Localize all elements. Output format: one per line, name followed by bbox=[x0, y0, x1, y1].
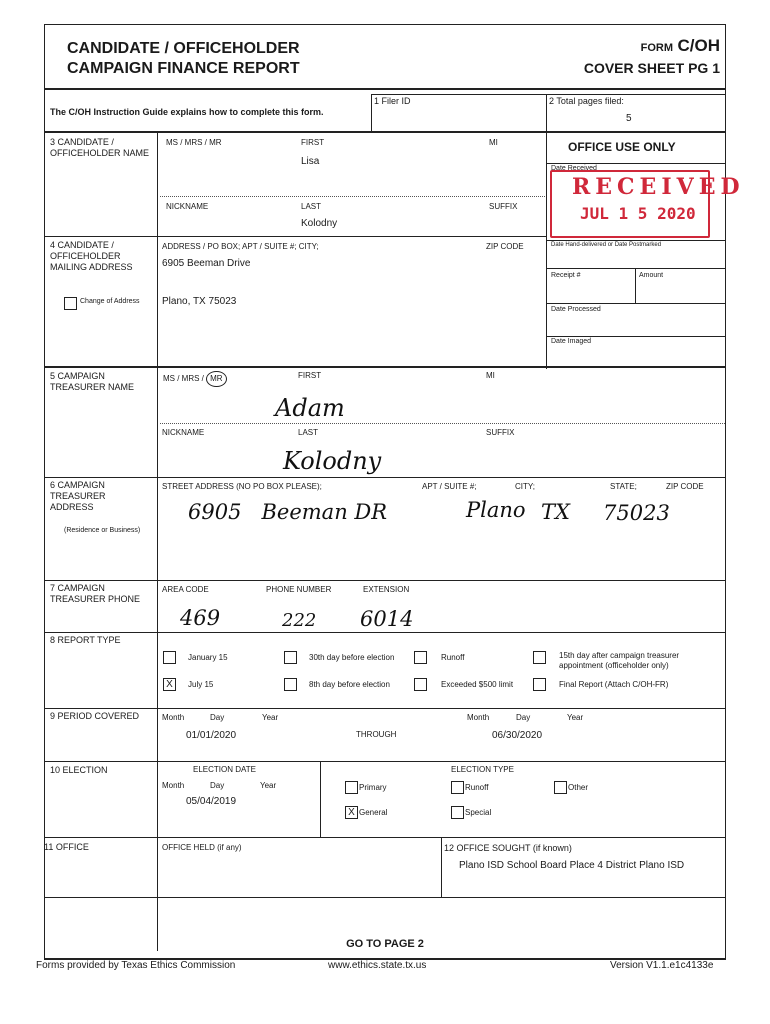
treasurer-title-label bbox=[163, 371, 227, 387]
phone-part1-value[interactable]: 222 bbox=[282, 610, 317, 631]
period-to-year-label: Year bbox=[567, 713, 584, 722]
runoff-election-label: Runoff bbox=[465, 783, 489, 792]
mailing-section-label: 4 CANDIDATE / OFFICEHOLDER MAILING ADDRESS bbox=[50, 240, 133, 272]
primary-checkbox[interactable] bbox=[345, 781, 358, 794]
runoff-election-checkbox[interactable] bbox=[451, 781, 464, 794]
treasurer-title-prefix: MS / MRS / bbox=[163, 374, 204, 383]
period-from-value[interactable]: 01/01/2020 bbox=[186, 730, 237, 741]
city-label: CITY; bbox=[515, 482, 535, 491]
stamp-received-text: RECEIVED bbox=[572, 174, 745, 200]
treasurer-city-value[interactable]: Plano bbox=[466, 498, 526, 522]
candidate-last-value[interactable]: Kolodny bbox=[301, 218, 338, 229]
hand-delivered-label: Date Hand-delivered or Date Postmarked bbox=[551, 242, 662, 248]
treasurer-address-section-label: 6 CAMPAIGN TREASURER ADDRESS bbox=[50, 480, 106, 512]
15day-checkbox[interactable] bbox=[533, 651, 546, 664]
change-of-address-checkbox[interactable] bbox=[64, 297, 77, 310]
apt-label: APT / SUITE #; bbox=[422, 482, 477, 491]
30day-checkbox[interactable] bbox=[284, 651, 297, 664]
8day-label: 8th day before election bbox=[309, 680, 390, 689]
jul15-label: July 15 bbox=[188, 680, 214, 689]
period-to-month-label: Month bbox=[467, 713, 490, 722]
form-code bbox=[641, 36, 720, 56]
candidate-title-label: MS / MRS / MR bbox=[166, 138, 222, 147]
extension-label: EXTENSION bbox=[363, 585, 410, 594]
period-from-day-label: Day bbox=[210, 713, 225, 722]
form-title bbox=[67, 39, 367, 79]
treasurer-street-value[interactable]: 6905 Beeman DR bbox=[188, 500, 388, 524]
treasurer-nickname-label: NICKNAME bbox=[162, 428, 205, 437]
candidate-mi-label: MI bbox=[489, 138, 498, 147]
form-code-value: C/OH bbox=[677, 36, 720, 55]
other-checkbox[interactable] bbox=[554, 781, 567, 794]
runoff-report-checkbox[interactable] bbox=[414, 651, 427, 664]
date-processed-label: Date Processed bbox=[551, 306, 601, 313]
special-checkbox[interactable] bbox=[451, 806, 464, 819]
footer-version: Version V1.1.e1c4133e bbox=[610, 960, 714, 971]
general-label: General bbox=[359, 808, 388, 817]
receipt-label: Receipt # bbox=[551, 272, 581, 279]
jan15-checkbox[interactable] bbox=[163, 651, 176, 664]
state-label: STATE; bbox=[610, 482, 637, 491]
special-label: Special bbox=[465, 808, 492, 817]
election-type-label: ELECTION TYPE bbox=[451, 765, 514, 774]
cover-sheet-label: COVER SHEET PG 1 bbox=[583, 60, 720, 76]
area-code-value[interactable]: 469 bbox=[180, 606, 221, 630]
office-held-label: OFFICE HELD (if any) bbox=[162, 843, 242, 852]
goto-page-2[interactable]: GO TO PAGE 2 bbox=[346, 938, 424, 950]
election-year-label: Year bbox=[260, 781, 277, 790]
mailing-address-header: ADDRESS / PO BOX; APT / SUITE #; CITY; bbox=[162, 242, 319, 251]
treasurer-state-value[interactable]: TX bbox=[541, 500, 570, 524]
treasurer-title-circled[interactable]: MR bbox=[206, 371, 226, 387]
exceeded-checkbox[interactable] bbox=[414, 678, 427, 691]
election-section-label: 10 ELECTION bbox=[50, 765, 108, 775]
30day-label: 30th day before election bbox=[309, 653, 395, 662]
through-label: THROUGH bbox=[356, 730, 397, 739]
phone-section-label: 7 CAMPAIGN TREASURER PHONE bbox=[50, 583, 141, 604]
phone-part2-value[interactable]: 6014 bbox=[360, 607, 414, 631]
treasurer-zip-value[interactable]: 75023 bbox=[603, 501, 670, 525]
office-sought-value[interactable]: Plano ISD School Board Place 4 District Plano ISD bbox=[459, 860, 685, 871]
form-title-line2: CAMPAIGN FINANCE REPORT bbox=[67, 60, 300, 77]
amount-label: Amount bbox=[639, 272, 664, 279]
jul15-checkbox[interactable]: X bbox=[163, 678, 176, 691]
exceeded-label: Exceeded $500 limit bbox=[441, 680, 514, 689]
treasurer-last-value[interactable]: Kolodny bbox=[283, 447, 382, 475]
jan15-label: January 15 bbox=[188, 653, 228, 662]
treasurer-address-sub-label: (Residence or Business) bbox=[64, 527, 141, 534]
date-imaged-label: Date Imaged bbox=[551, 338, 592, 345]
candidate-nickname-label: NICKNAME bbox=[166, 202, 209, 211]
other-label: Other bbox=[568, 783, 589, 792]
form-title-line1: CANDIDATE / OFFICEHOLDER bbox=[67, 40, 300, 57]
form-prefix: FORM bbox=[640, 42, 674, 54]
treasurer-mi-label: MI bbox=[486, 371, 495, 380]
candidate-suffix-label: SUFFIX bbox=[489, 202, 518, 211]
period-from-month-label: Month bbox=[162, 713, 185, 722]
candidate-last-label: LAST bbox=[301, 202, 322, 211]
mailing-line1[interactable]: 6905 Beeman Drive bbox=[162, 258, 251, 269]
footer-provided: Forms provided by Texas Ethics Commission bbox=[36, 960, 236, 971]
treasurer-name-section-label: 5 CAMPAIGN TREASURER NAME bbox=[50, 371, 135, 392]
received-stamp bbox=[550, 170, 745, 238]
election-day-label: Day bbox=[210, 781, 225, 790]
instruction-text: The C/OH Instruction Guide explains how to complete this form. bbox=[50, 107, 324, 117]
treasurer-suffix-label: SUFFIX bbox=[486, 428, 515, 437]
general-checkbox[interactable]: X bbox=[345, 806, 358, 819]
date-received-label: Date Received bbox=[551, 165, 597, 172]
candidate-first-value[interactable]: Lisa bbox=[301, 156, 320, 167]
treasurer-first-label: FIRST bbox=[298, 371, 322, 380]
report-type-section-label: 8 REPORT TYPE bbox=[50, 635, 121, 645]
total-pages-label: 2 Total pages filed: bbox=[549, 96, 624, 106]
primary-label: Primary bbox=[359, 783, 387, 792]
office-section-label: 11 OFFICE bbox=[44, 842, 89, 852]
phone-number-label: PHONE NUMBER bbox=[266, 585, 332, 594]
election-month-label: Month bbox=[162, 781, 185, 790]
zip-label: ZIP CODE bbox=[666, 482, 704, 491]
office-sought-label: 12 OFFICE SOUGHT (if known) bbox=[444, 843, 572, 853]
election-date-label: ELECTION DATE bbox=[193, 765, 256, 774]
area-code-label: AREA CODE bbox=[162, 585, 209, 594]
runoff-report-label: Runoff bbox=[441, 653, 465, 662]
treasurer-last-label: LAST bbox=[298, 428, 319, 437]
candidate-section-label: 3 CANDIDATE / OFFICEHOLDER NAME bbox=[50, 137, 150, 158]
election-date-value[interactable]: 05/04/2019 bbox=[186, 796, 237, 807]
filer-id-label: 1 Filer ID bbox=[374, 96, 411, 106]
period-section-label: 9 PERIOD COVERED bbox=[50, 711, 140, 721]
treasurer-first-value[interactable]: Adam bbox=[275, 394, 345, 422]
change-of-address-label: Change of Address bbox=[80, 298, 140, 305]
office-use-title: OFFICE USE ONLY bbox=[568, 140, 676, 154]
footer-url[interactable]: www.ethics.state.tx.us bbox=[328, 960, 427, 971]
period-to-day-label: Day bbox=[516, 713, 531, 722]
filer-id-field[interactable] bbox=[372, 108, 544, 130]
street-address-label: STREET ADDRESS (NO PO BOX PLEASE); bbox=[162, 482, 322, 491]
mailing-line2[interactable]: Plano, TX 75023 bbox=[162, 296, 237, 307]
total-pages-value[interactable]: 5 bbox=[626, 113, 632, 124]
15day-label: 15th day after campaign treasurer appointment (officeholder only) bbox=[559, 651, 680, 670]
final-report-checkbox[interactable] bbox=[533, 678, 546, 691]
candidate-first-label: FIRST bbox=[301, 138, 325, 147]
mailing-zip-label: ZIP CODE bbox=[486, 242, 524, 251]
period-from-year-label: Year bbox=[262, 713, 279, 722]
8day-checkbox[interactable] bbox=[284, 678, 297, 691]
period-to-value[interactable]: 06/30/2020 bbox=[492, 730, 543, 741]
final-report-label: Final Report (Attach C/OH-FR) bbox=[559, 680, 669, 689]
stamp-date-text: JUL 1 5 2020 bbox=[580, 204, 696, 223]
